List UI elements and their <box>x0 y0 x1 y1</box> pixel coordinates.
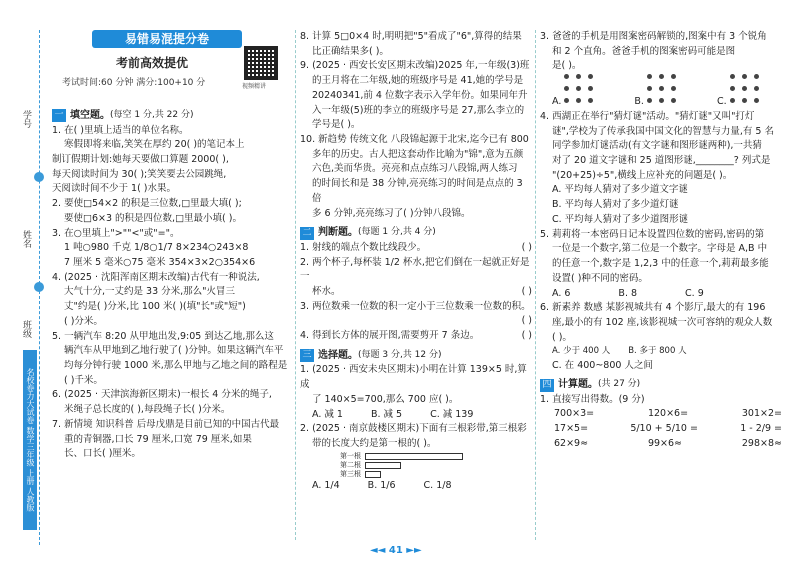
choice-question: 了 140×5=700,那么 700 应( )。 <box>312 393 459 405</box>
question-line: 六色,美而华贵。亮亮和点点练习八段锦,两人练习 <box>312 163 518 175</box>
ribbon-bar <box>365 453 463 460</box>
ribbon-label: 第一根 <box>340 451 361 460</box>
margin-label-id: 学号 <box>21 110 31 128</box>
option-label: B. <box>634 96 644 108</box>
question: 2. 要使□54×2 的积是三位数,□里最大填( ); <box>52 198 242 210</box>
question: 9. (2025 · 西安长安区期末改编)2025 年,一年级(3)班 <box>300 60 530 72</box>
question-line: 7 厘米 5 毫米○75 毫米 354×3×2○354×6 <box>64 256 256 268</box>
option-a[interactable]: A. 1/4 <box>312 479 340 491</box>
option-label: A. <box>552 96 562 108</box>
margin-band: 名校卷力大试卷 数学三年级 上册 人教版 <box>23 350 37 530</box>
calc-item[interactable]: 1 - 2/9 = <box>740 423 782 435</box>
calc-item[interactable]: 301×2= <box>741 408 782 420</box>
judge-text: 杯水。 <box>312 286 341 297</box>
section-number-icon: 三 <box>300 349 314 362</box>
option-a[interactable]: A. 6 <box>552 287 571 299</box>
header-subtitle: 考前高效提优 <box>116 56 189 70</box>
section-desc: (每题 1 分,共 4 分) <box>358 227 436 238</box>
option-a[interactable]: A. 平均每人猜对了多少道文字谜 <box>552 184 688 196</box>
question-line: 多 6 分钟,亮亮练习了( )分钟八段锦。 <box>312 207 471 219</box>
choice-question: 同学参加灯谜活动(有文字谜和图形谜两种),一共猜 <box>552 140 762 152</box>
column-1 <box>52 30 290 462</box>
section-title: 判断题。 <box>318 227 358 239</box>
question-line: 大气十分,一丈约是 33 分米,那么"火冒三 <box>64 286 236 298</box>
judge-question <box>300 285 532 300</box>
margin-dot <box>34 282 44 292</box>
question-line: 寒假即将来临,笑笑在厚约 20( )的笔记本上 <box>64 139 245 151</box>
margin-dot <box>34 172 44 182</box>
question-line: 入一年级(5)班的李立的班级序号是 27,那么李立的 <box>312 104 525 116</box>
option-b[interactable] <box>634 74 677 110</box>
calc-row <box>540 407 788 422</box>
answer-paren[interactable]: ( ) <box>521 241 532 253</box>
choice-question: 3. 爸爸的手机是用图案密码解锁的,图案中有 3 个锐角 <box>540 31 767 42</box>
question: 5. 一辆汽车 8:20 从甲地出发,9:05 到达乙地,那么这 <box>52 330 274 342</box>
option-a[interactable]: A. 少于 400 人 <box>552 346 611 357</box>
ribbon-row <box>340 452 532 461</box>
header <box>56 30 286 104</box>
question-line: 20240341,前 4 位数字表示入学年份。如果同年升 <box>312 89 528 101</box>
question-line: 米绳子总长度的( ),每段绳子长( )分米。 <box>64 404 231 416</box>
option-c[interactable]: C. 在 400~800 人之间 <box>552 359 653 371</box>
section-2-header <box>300 225 532 241</box>
question: 3. 在○里填上">""<"或"="。 <box>52 227 180 239</box>
choice-question: 带的长度大约是第一根的( )。 <box>312 437 437 449</box>
judge-question <box>300 314 532 329</box>
ribbon-row <box>340 461 532 470</box>
choice-question: 对了 20 道文字谜和 25 道图形谜,________? 列式是 <box>552 155 771 167</box>
choice-question: 2. (2025 · 南京鼓楼区期末)下面有三根彩带,第三根彩 <box>300 423 527 435</box>
choice-question: 1. (2025 · 西安未央区期末)小明在计算 139×5 时,算成 <box>300 364 527 391</box>
question-line: 学号是( )。 <box>312 119 361 131</box>
answer-paren[interactable]: ( ) <box>521 315 532 327</box>
section-desc: (每空 1 分,共 22 分) <box>110 109 194 120</box>
option-b[interactable]: B. 1/6 <box>367 479 396 491</box>
choice-question: 4. 西湖正在举行"猜灯谜"活动。"猜灯谜"又叫"打灯 <box>540 110 755 122</box>
calc-question: 1. 直接写出得数。(9 分) <box>540 393 645 405</box>
choice-question: 座,最小的有 102 座,该影视城一次可容纳的观众人数 <box>552 316 773 328</box>
section-desc: (共 27 分) <box>598 379 641 390</box>
column-2 <box>300 30 532 493</box>
question-line: 要使□6×3 的积是四位数,□里最小填( )。 <box>64 212 242 224</box>
choice-options <box>540 345 788 358</box>
pattern-grid-icon <box>564 74 594 104</box>
choice-question: 和 2 个直角。爸爸手机的图案密码可能是图 <box>552 45 736 57</box>
question-line: 比正确结果多( )。 <box>312 45 389 57</box>
question-line: 长、口长( )厘米。 <box>64 448 141 460</box>
calc-item[interactable]: 17×5= <box>554 423 589 435</box>
question-line: 每天阅读时间为 30( );笑笑要去公园跳绳, <box>52 168 227 180</box>
left-margin <box>0 0 50 569</box>
section-4-header <box>540 377 788 393</box>
calc-item[interactable]: 5/10 + 5/10 = <box>630 423 698 435</box>
choice-question: 的任意一个,数字是 1,2,3 中的任意一个,莉莉最多能 <box>552 258 769 270</box>
choice-options <box>300 408 532 423</box>
choice-options <box>540 287 788 302</box>
judge-text: 1. 射线的端点个数比线段少。 <box>300 241 427 253</box>
option-c[interactable]: C. 减 139 <box>430 408 474 420</box>
option-c[interactable]: C. 1/8 <box>423 479 452 491</box>
pattern-grid-icon <box>730 74 760 104</box>
qr-code-icon[interactable] <box>244 46 278 80</box>
section-desc: (每题 3 分,共 12 分) <box>358 349 442 360</box>
choice-question: "(20+25)÷5",横线上应补充的问题是( )。 <box>552 169 733 181</box>
calc-item[interactable]: 99×6≈ <box>647 437 682 449</box>
choice-options <box>300 479 532 494</box>
option-c[interactable] <box>717 74 760 110</box>
judge-question: 2. 两个杯子,每杯装 1/2 杯水,把它们倒在一起就正好是一 <box>300 256 530 283</box>
choice-question: 5. 莉莉将一本密码日记本设置四位数的密码,密码的第 <box>540 228 765 240</box>
answer-paren[interactable]: ( ) <box>521 330 532 342</box>
judge-question <box>300 241 532 256</box>
section-title: 计算题。 <box>558 379 598 391</box>
section-number-icon: 四 <box>540 379 554 392</box>
judge-question <box>300 300 532 315</box>
margin-label-class: 班级 <box>21 320 31 338</box>
option-c[interactable]: C. 9 <box>685 287 704 299</box>
margin-label-name: 姓名 <box>21 230 31 248</box>
choice-question: 是( )。 <box>552 60 582 72</box>
column-3 <box>540 30 788 452</box>
question-line: 重的青铜器,口长 79 厘米,口宽 79 厘米,如果 <box>64 433 252 445</box>
page-number: ◄◄ 41 ►► <box>370 545 422 556</box>
column-divider <box>295 30 296 540</box>
option-b[interactable]: B. 平均每人猜对了多少道灯谜 <box>552 199 679 211</box>
option-b[interactable]: B. 多于 800 人 <box>628 346 687 357</box>
judge-text: 3. 两位数乘一位数的积一定小于三位数乘一位数的积。 <box>300 300 531 312</box>
option-a[interactable]: A. 减 1 <box>312 408 343 420</box>
question: 4. (2025 · 沈阳浑南区期末改编)古代有一种说法, <box>52 271 260 283</box>
section-1-header <box>52 108 290 124</box>
column-divider <box>535 30 536 540</box>
header-banner: 易错易混提分卷 <box>92 30 242 48</box>
section-3-header <box>300 348 532 364</box>
ribbon-bar <box>365 462 401 469</box>
option-b[interactable]: B. 减 5 <box>370 408 403 420</box>
section-title: 填空题。 <box>70 110 110 121</box>
section-number-icon: 二 <box>300 227 314 240</box>
choice-question: 一位是一个数字,第二位是一个数字。字母是 A,B 中 <box>552 243 768 255</box>
question-line: 1 吨○980 千克 1/8○1/7 8×234○243×8 <box>64 242 249 254</box>
question: 8. 计算 5□0×4 时,明明把"5"看成了"6",算得的结果 <box>300 31 522 42</box>
question-line: 均每分钟行驶 1000 米,那么甲地与乙地之间的路程是 <box>64 360 288 371</box>
choice-question: 设置( )种不同的密码。 <box>552 272 648 284</box>
question-line: 天阅读时间不少于 1( )水果。 <box>52 183 176 195</box>
answer-paren[interactable]: ( ) <box>521 286 532 297</box>
judge-question <box>300 329 532 344</box>
ribbon-label: 第三根 <box>340 469 361 478</box>
calc-item[interactable]: 62×9≈ <box>554 437 589 449</box>
section-title: 选择题。 <box>318 349 358 361</box>
ribbon-label: 第二根 <box>340 460 361 469</box>
question: 6. (2025 · 天津滨海新区期末)一根长 4 分米的绳子, <box>52 389 272 401</box>
option-b[interactable]: B. 8 <box>618 287 638 299</box>
pattern-grid-icon <box>647 74 677 104</box>
question-line: ( )分米。 <box>64 315 103 327</box>
question-line: 制订假期计划:她每天要做口算题 2000( ), <box>52 153 229 165</box>
question-line: 辆汽车从甲地到乙地行驶了( )分钟。如果这辆汽车平 <box>64 345 284 357</box>
question-line: 多年的历史。古人把这套动作比喻为"锦",意为五颜 <box>312 148 524 160</box>
question: 10. 新趋势 传统文化 八段锦起源于北宋,迄今已有 800 <box>300 134 529 146</box>
ribbon-figure <box>340 452 532 479</box>
calc-item[interactable]: 700×3= <box>554 408 595 420</box>
calc-row <box>540 437 788 452</box>
ribbon-row <box>340 470 532 479</box>
calc-row <box>540 422 788 437</box>
option-a[interactable] <box>552 74 594 110</box>
qr-caption: 视频精讲 <box>242 83 267 90</box>
judge-text: 4. 得到长方体的展开图,需要剪开 7 条边。 <box>300 330 480 342</box>
section-number-icon: 一 <box>52 109 66 122</box>
choice-question: 谜",学校为了传承我国中国文化的智慧与力量,有 5 名 <box>552 125 774 137</box>
question-line: 的王月将在二年级,她的班级序号是 41,她的学号是 <box>312 75 524 87</box>
question-line: 的时间长和是 38 分钟,亮亮练习的时间是点点的 3 倍 <box>312 178 523 204</box>
question-line: ( )千米。 <box>64 374 103 386</box>
pattern-options <box>540 74 788 110</box>
option-c[interactable]: C. 平均每人猜对了多少道图形谜 <box>552 213 689 225</box>
calc-item[interactable]: 120×6= <box>647 408 689 420</box>
question: 7. 新情境 知识科普 后母戊鼎是目前已知的中国古代最 <box>52 418 280 430</box>
choice-question: 6. 新素养 数感 某影视城共有 4 个影厅,最大的有 196 <box>540 302 766 314</box>
question: 1. 在( )里填上适当的单位名称。 <box>52 124 189 136</box>
question-line: 丈"约是( )分米,比 100 米( )(填"长"或"短") <box>64 301 246 313</box>
ribbon-bar <box>365 471 381 478</box>
option-label: C. <box>716 96 727 108</box>
calc-item[interactable]: 298×8≈ <box>741 437 782 449</box>
header-time: 考试时间:60 分钟 满分:100+10 分 <box>62 78 206 88</box>
choice-question: ( )。 <box>552 331 572 343</box>
